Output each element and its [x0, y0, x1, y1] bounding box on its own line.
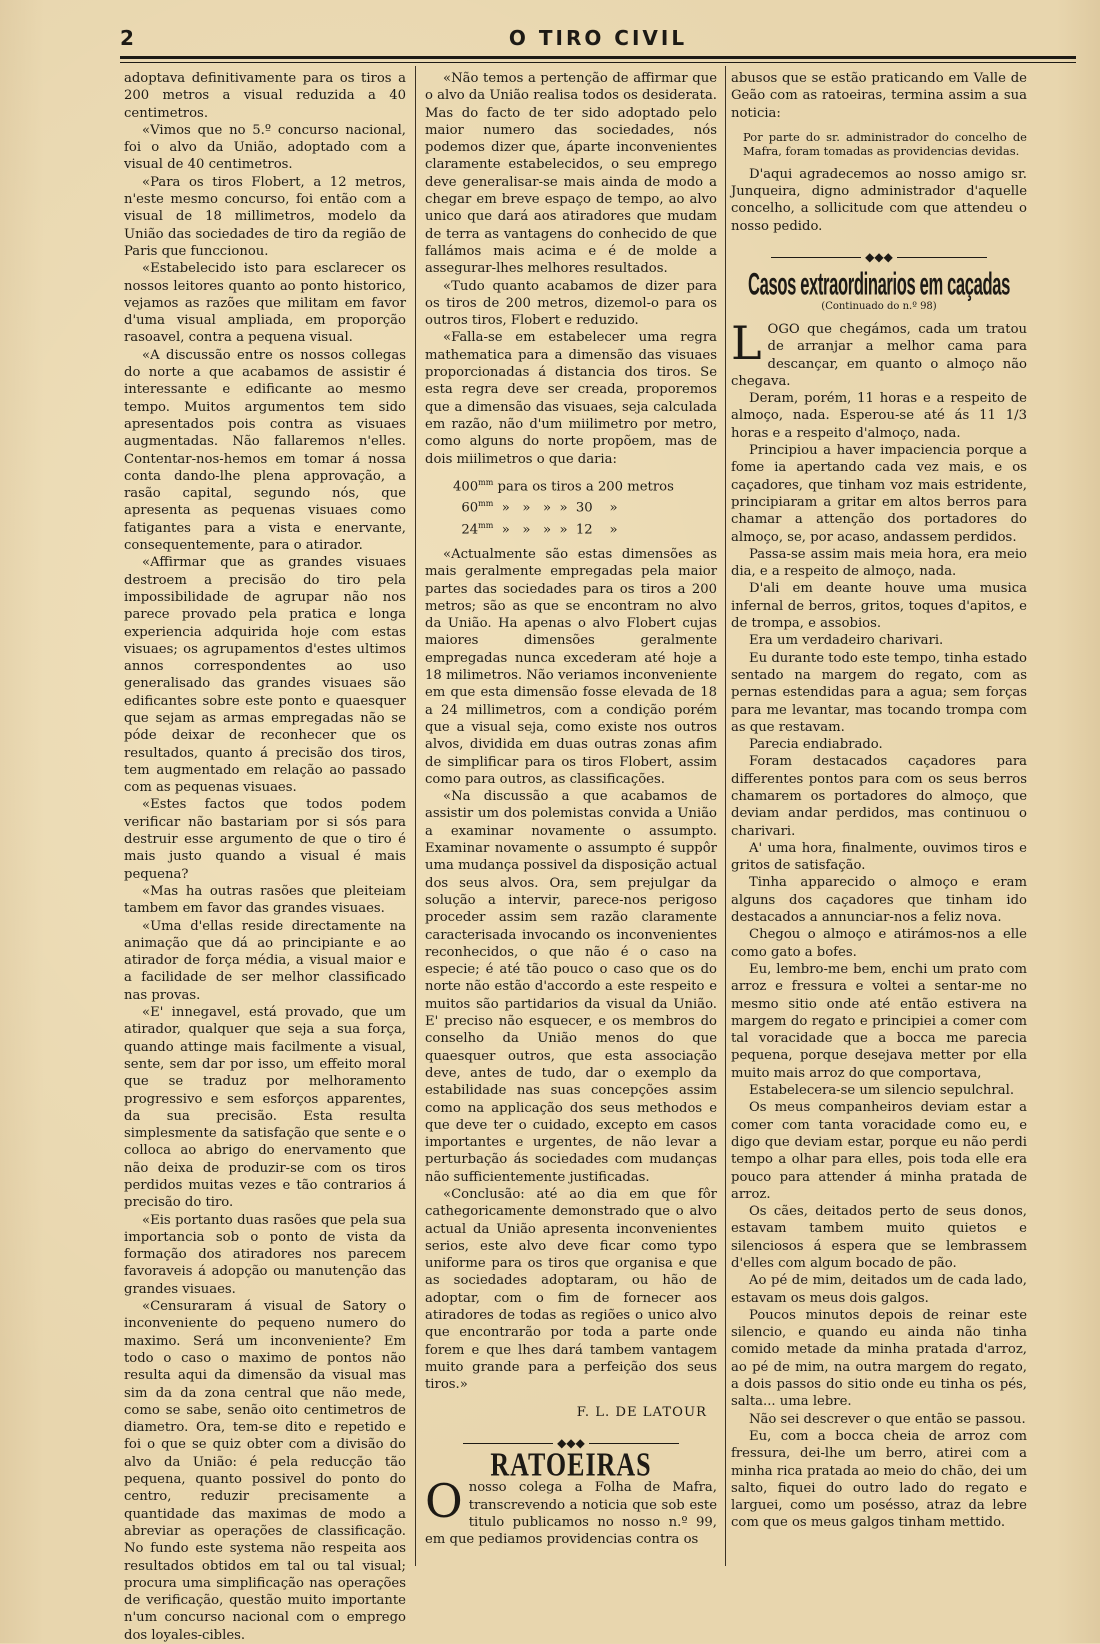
table-text: » » » » 30 »: [493, 500, 618, 516]
paragraph: adoptava definitivamente para os tiros a 200 metros a visual reduzida a 40 centimetros.: [124, 71, 406, 121]
paragraph: Eu, lembro-me bem, enchi um prato com arroz e fressura e voltei a sentar-me no mesmo sitio onde até então estivera na margem do regato e principiei a comer com tal voracidade que a bocca me parecia pequena, porque desejava metter por ella muito mais arroz do que comportava,: [731, 961, 1027, 1081]
table-size: 24: [461, 522, 479, 537]
column-divider: [415, 66, 416, 1566]
paragraph: «Estabelecido isto para esclarecer os nossos leitores quanto ao ponto historico, vejamos as razões que militam em favor d'uma visual ampliada, em proporção rasoavel, contra a pequena visual.: [124, 261, 406, 346]
paragraph: «Não temos a pertenção de affirmar que o alvo da União realisa todos os desiderata. Mas do facto de ter sido adoptado pelo maior numero das sociedades, nós podemos dizer que, áparte inconvenientes claramente estabelecidos, o seu emprego deve generalisar-se mais ainda de modo a chegar em breve espaço de tempo, ao alvo unico que dará aos atiradores que mudam de terra as vantagens do conhecido de que fallámos mais acima e é de molde a assegurar-lhes melhores resultados.: [425, 71, 717, 277]
paragraph: Era um verdadeiro charivari.: [749, 633, 944, 649]
paragraph: «Censuraram á visual de Satory o inconveniente do pequeno numero do maximo. Será um inconveniente? Em todo o caso o maximo de pontos não resulta aqui da dimensão da visual mas sim da da zona central que não mede, como se sabe, senão oito centimetros de diametro. Ora, tem-se dito e repetido e foi o que se quiz obter com a divisão do alvo da União: é pela reducção tão pequena, quanto possivel do ponto do centro, reduzir precisamente a quantidade das maximas de modo a abreviar as operações de classificação. No fundo este systema não respeita aos resultados obtidos em tal ou tal visual; procura uma simplificação nas operações de verificação, questão muito importante n'um concurso nacional com o emprego dos loyales-cibles.: [124, 1299, 406, 1643]
column-2: [425, 70, 717, 1549]
quoted-note: Por parte do sr. administrador do concelho de Mafra, foram tomadas as providencias devidas.: [743, 129, 1027, 158]
paragraph: «Affirmar que as grandes visuaes destroem a precisão do tiro pela impossibilidade de agrupar não nos parece provado pela pratica e longa experiencia adquirida hoje com estas visuaes; os agrupamentos d'estes ultimos annos correspondentes ao uso generalisado das grandes visuaes são edificantes sobre este ponto e quaesquer que sejam as armas empregadas não se póde deixar de reconhecer que os resultados, quanto á precisão dos tiros, tem augmentado em relação ao passado com as pequenas visuaes.: [124, 555, 406, 796]
table-unit: mm: [478, 499, 494, 509]
page-number: 2: [120, 26, 134, 50]
paragraph: Parecia endiabrado.: [749, 737, 883, 753]
drop-cap: O: [425, 1474, 463, 1529]
continued-note: (Continuado do n.º 98): [821, 300, 937, 312]
drop-cap: L: [731, 315, 762, 370]
paragraph: «Vimos que no 5.º concurso nacional, foi o alvo da União, adoptado com a visual de 40 centimetros.: [124, 122, 406, 173]
signature: F. L. DE LATOUR: [576, 1404, 707, 1420]
paragraph: «Na discussão a que acabamos de assistir um dos polemistas convida a União a examinar novamente o assumpto. Examinar novamente o assumpto é suppôr uma mudança possivel da disposição actual dos seus alvos. Ora, sem prejulgar da solução a intervir, parece-nos perigoso proceder assim sem razão claramente caracterisada invocando os inconvenientes reconhecidos, o que não é o caso na especie; é até tão pouco o caso que os do norte não estão d'accordo a este respeito e muitos são partidarios da visual da União. E' preciso não esquecer, e os membros do conselho da União menos do que quaesquer outros, que esta associação deve, antes de tudo, dar o exemplo da estabilidade nas suas concepções assim como na applicação dos seus methodos e que deve ter o cuidado, excepto em casos importantes e urgentes, de não levar a perturbação ás sociedades com mudanças não sufficientemente justificadas.: [425, 789, 717, 1185]
paragraph: abusos que se estão praticando em Valle de Geão com as ratoeiras, termina assim a sua noticia:: [731, 71, 1027, 121]
table-size: 400: [453, 479, 479, 495]
table-row: [453, 474, 717, 495]
table-text: para os tiros a 200 metros: [493, 479, 674, 495]
paragraph: [731, 315, 1027, 390]
paragraph: Passa-se assim mais meia hora, era meio dia, e a respeito de almoço, nada.: [731, 546, 1027, 580]
paragraph: «Actualmente são estas dimensões as mais geralmente empregadas pela maior partes das sociedades para os tiros a 200 metros; são as que se encontram no alvo da União. Ha apenas o alvo Flobert cujas maiores dimensões geralmente empregadas nunca excederam até hoje a 18 milimetros. Não veriamos inconveniente em que esta dimensão fosse elevada de 18 a 24 millimetros, com a condição porém que a visual seja, como existe nos outros alvos, dividida em duas outras zonas afim de simplificar para os tiros Flobert, assim como para outros, as classificações.: [425, 547, 717, 787]
paragraph-text: nosso colega a Folha de Mafra, transcrevendo a noticia que sob este titulo publicamos no nosso n.º 99, em que pediamos providencias contra os: [425, 1480, 717, 1548]
paragraph: «Conclusão: até ao dia em que fôr cathegoricamente demonstrado que o alvo actual da União apresenta inconvenientes serios, este alvo deve ficar como typo uniforme para os tiros que organisa e que as sociedades adoptaram, ou hão de adoptar, com o fim de fornecer aos atiradores de todas as regiões o unico alvo que encontrarão por toda a parte onde forem e que lhes dará tambem vantagem muito grande para a perfeição dos seus tiros.»: [425, 1186, 717, 1393]
paragraph: [425, 1474, 717, 1548]
paragraph: «E' innegavel, está provado, que um atirador, qualquer que seja a sua força, quando attinge mais facilmente a visual, sente, sem dar por isso, um effeito moral que se traduz por melhoramento progressivo e sem esforços apparentes, da sua precisão. Esta resulta simplesmente da satisfação que sente e o colloca ao abrigo do enervamento que não deixa de produzir-se com os tiros perdidos muitas vezes e tão contrarios á precisão do tiro.: [124, 1005, 406, 1211]
section-title: Casos extraordinarios em caçadas: [748, 266, 1010, 302]
table-text: » » » » 12 »: [493, 522, 618, 537]
paragraph: D'ali em deante houve uma musica infernal de berros, gritos, toques d'apitos, e de trompa, e assobios.: [731, 581, 1027, 632]
paragraph-text: OGO que chegámos, cada um tratou de arranjar a melhor cama para descançar, em quanto o almoço não chegava.: [731, 321, 1027, 389]
paragraph: Os cães, deitados perto de seus donos, estavam tambem muito quietos e silenciosos á espera que se lembrassem d'elles com algum bocado de pão.: [731, 1204, 1027, 1271]
paragraph: Poucos minutos depois de reinar este silencio, e quando eu ainda não tinha comido metade da minha pratada d'arroz, ao pé de mim, na outra margem do regato, a dois passos do sitio onde eu tinha os pés, salta... uma lebre.: [731, 1307, 1027, 1410]
section-title: RATOEIRAS: [490, 1445, 652, 1484]
paragraph: A' uma hora, finalmente, ouvimos tiros e gritos de satisfação.: [731, 840, 1027, 874]
paragraph: Eu, com a bocca cheia de arroz com fressura, dei-lhe um berro, atirei com a minha rica pratada ao meio do chão, dei um salto, fiquei do outro lado do regato e larguei, como um posésso, atraz da lebre com que os meus galgos tinham mettido.: [731, 1428, 1027, 1531]
paragraph: Eu durante todo este tempo, tinha estado sentado na margem do regato, com as pernas estendidas para a agua; sem forças para me levantar, mas tocando trompa com as que restavam.: [731, 650, 1027, 735]
paragraph: Os meus companheiros deviam estar a comer com tanta voracidade como eu, e digo que deviam estar, porque eu não perdi tempo a olhar para elles, pois toda elle era pouco para attender á minha pratada de arroz.: [731, 1100, 1027, 1202]
paragraph: D'aqui agradecemos ao nosso amigo sr. Junqueira, digno administrador d'aquelle concelho, a sollicitude com que attendeu o nosso pedido.: [731, 166, 1027, 234]
paragraph: «Para os tiros Flobert, a 12 metros, n'este mesmo concurso, foi então com a visual de 18 millimetros, modelo da União das sociedades de tiro da região de Paris que funccionou.: [124, 174, 406, 259]
table-row: [453, 495, 717, 516]
paragraph: «Falla-se em estabelecer uma regra mathematica para a dimensão das visuaes proporcionadas á distancia dos tiros. Se esta regra deve ser creada, proporemos que a dimensão das visuaes, seja calculada em razão, não d'um miilimetro por metro, como alguns do norte propõem, mas de dois miilimetros o que daria:: [425, 330, 717, 467]
header-rule-thin: [120, 62, 1076, 63]
column-divider: [725, 66, 726, 1566]
paragraph: Não sei descrever o que então se passou.: [749, 1411, 1026, 1427]
paragraph: «Tudo quanto acabamos de dizer para os tiros de 200 metros, dizemol-o para os outros tiros, Flobert e reduzido.: [425, 278, 717, 329]
header-rule: [120, 56, 1076, 59]
paragraph: Principiou a haver impaciencia porque a fome ia apertando cada vez mais, e os caçadores, que tinham voz mais estridente, principiaram a gritar em altos berros para chamar a attenção dos portadores do almoço, se, por acaso, andassem perdidos.: [731, 443, 1027, 545]
masthead-title: O TIRO CIVIL: [508, 26, 688, 50]
visual-size-table: [453, 474, 717, 538]
paragraph: Chegou o almoço e atirámos-nos a elle como gato a bofes.: [731, 927, 1027, 960]
table-row: [453, 517, 717, 538]
column-3: [731, 70, 1027, 1532]
table-unit: mm: [478, 520, 494, 530]
paragraph: Ao pé de mim, deitados um de cada lado, estavam os meus dois galgos.: [731, 1273, 1027, 1306]
paragraph: «A discussão entre os nossos collegas do norte a que acabamos de assistir é interessante e edificante ao mesmo tempo. Muitos argumentos tem sido apresentados pois contra as visuaes augmentadas. Não fallaremos n'elles. Contentar-nos-hemos em tomar á nossa conta dando-lhe plena approvação, a rasão capital, segundo nós, que apresenta as pequenas visuaes como fatigantes para a vista e enervante, consequentemente, para o atirador.: [124, 347, 406, 554]
paragraph: Deram, porém, 11 horas e a respeito de almoço, nada. Esperou-se até ás 11 1/3 horas e a respeito d'almoço, nada.: [731, 391, 1027, 441]
column-1: [124, 70, 406, 1644]
table-unit: mm: [478, 477, 494, 487]
section-ornament: ◆◆◆: [425, 1435, 717, 1452]
paragraph: «Mas ha outras rasões que pleiteiam tambem em favor das grandes visuaes.: [124, 883, 406, 917]
paragraph: Estabelecera-se um silencio sepulchral.: [749, 1083, 1015, 1099]
paragraph: «Uma d'ellas reside directamente na animação que dá ao principiante e ao atirador de força média, a visual maior e a facilidade de ser melhor classificado nas provas.: [124, 918, 406, 1003]
paragraph: «Eis portanto duas rasões que pela sua importancia sob o ponto de vista da formação dos atiradores nos parecem favoraveis á adopção ou manutenção das grandes visuaes.: [124, 1212, 406, 1297]
page-header: [120, 18, 1076, 62]
paragraph: «Estes factos que todos podem verificar não bastariam por si sós para destruir esse argumento de que o tiro é mais justo quando a visual é mais pequena?: [124, 797, 406, 882]
section-ornament: ◆◆◆: [731, 249, 1027, 266]
paragraph: Foram destacados caçadores para differentes pontos para com os seus berros chamarem os portadores do almoço, que deviam andar perdidos, mas continuou o charivari.: [731, 754, 1027, 839]
paragraph: Tinha apparecido o almoço e eram alguns dos caçadores que tinham ido destacados a annunciar-nos a feliz nova.: [731, 875, 1027, 926]
table-size: 60: [461, 500, 479, 516]
